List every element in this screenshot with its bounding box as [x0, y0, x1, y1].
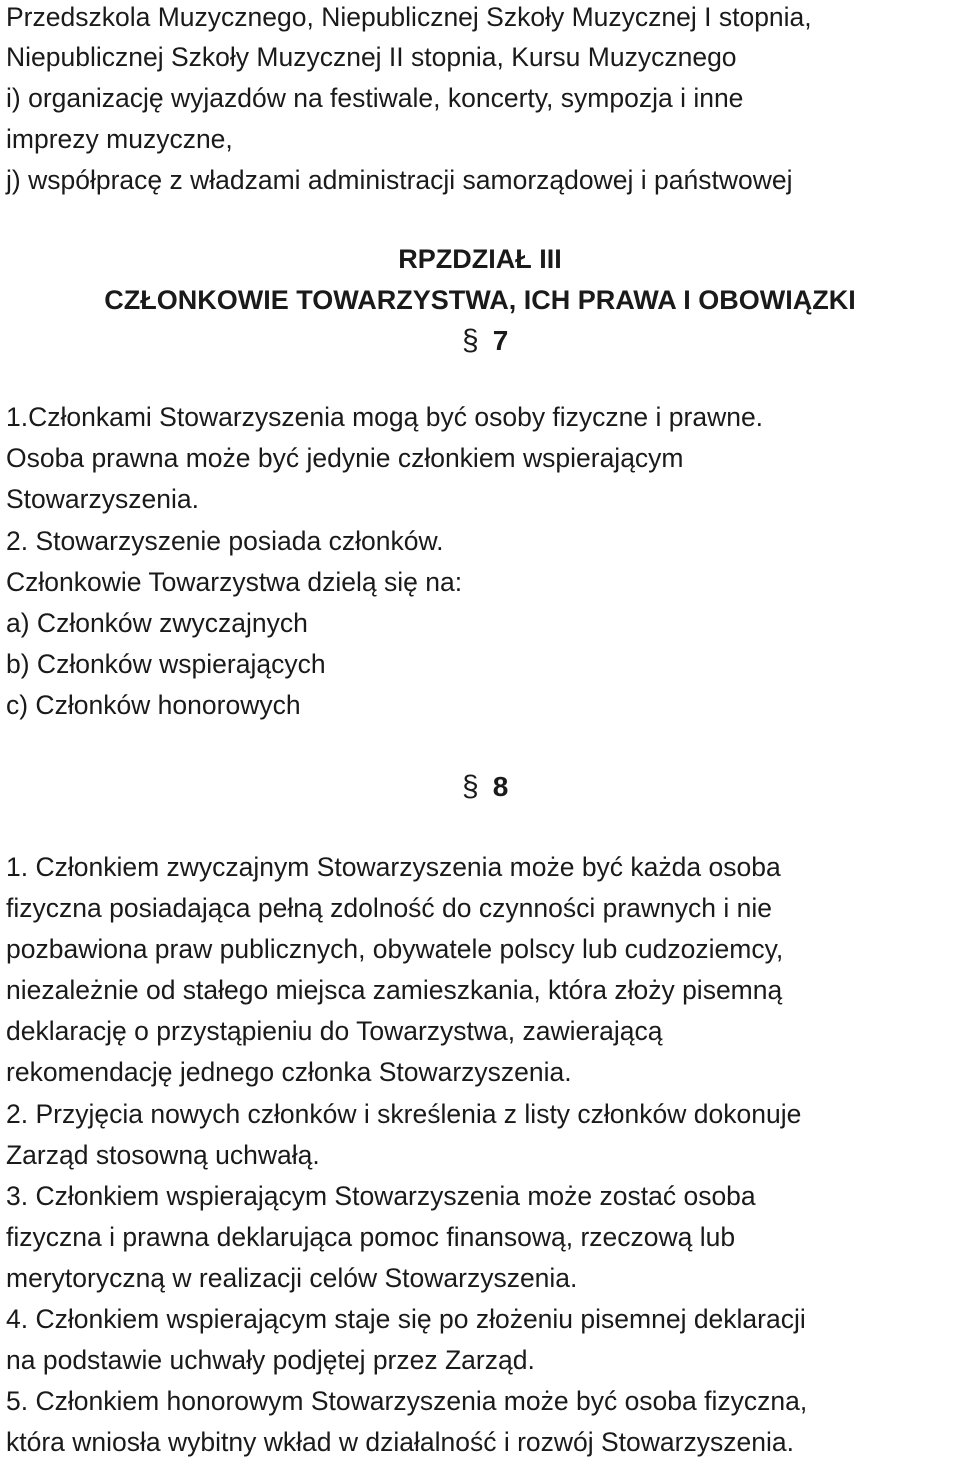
section-8-line: która wniosła wybitny wkład w działalność i rozwój Stowarzyszenia. — [6, 1427, 794, 1457]
section-8-line: deklarację o przystąpieniu do Towarzystwa, zawierającą — [6, 1016, 663, 1046]
section-7-line: 1.Członkami Stowarzyszenia mogą być osoby fizyczne i prawne. — [6, 402, 764, 432]
section-8-line: fizyczna posiadająca pełną zdolność do czynności prawnych i nie — [6, 893, 772, 923]
section-7-line: Osoba prawna może być jedynie członkiem wspierającym — [6, 443, 684, 473]
section-7-line: b) Członków wspierających — [6, 649, 326, 679]
section-8-heading — [462, 770, 508, 804]
section-7-line: Członkowie Towarzystwa dzielą się na: — [6, 567, 463, 597]
intro-line: Przedszkola Muzycznego, Niepublicznej Szkoły Muzycznej I stopnia, — [6, 2, 812, 32]
section-8-line: rekomendację jednego członka Stowarzyszenia. — [6, 1057, 572, 1087]
intro-line: imprezy muzyczne, — [6, 124, 233, 154]
section-number: 7 — [492, 325, 509, 356]
section-7-heading — [462, 324, 508, 358]
chapter-number: RPZDZIAŁ III — [398, 244, 562, 274]
section-8-line: fizyczna i prawna deklarująca pomoc finansową, rzeczową lub — [6, 1222, 736, 1252]
section-8-line: niezależnie od stałego miejsca zamieszkania, która złoży pisemną — [6, 975, 783, 1005]
section-7-line: a) Członków zwyczajnych — [6, 608, 308, 638]
section-7-line: 2. Stowarzyszenie posiada członków. — [6, 526, 444, 556]
section-8-line: pozbawiona praw publicznych, obywatele polscy lub cudzoziemcy, — [6, 934, 784, 964]
intro-line: j) współpracę z władzami administracji samorządowej i państwowej — [6, 165, 793, 195]
intro-line: i) organizację wyjazdów na festiwale, koncerty, sympozja i inne — [6, 83, 744, 113]
section-8-line: Zarząd stosowną uchwałą. — [6, 1140, 320, 1170]
section-8-line: 2. Przyjęcia nowych członków i skreślenia z listy członków dokonuje — [6, 1099, 802, 1129]
section-8-line: 5. Członkiem honorowym Stowarzyszenia może być osoba fizyczna, — [6, 1386, 808, 1416]
section-7-line: Stowarzyszenia. — [6, 484, 199, 514]
section-8-line: 1. Członkiem zwyczajnym Stowarzyszenia może być każda osoba — [6, 852, 781, 882]
section-symbol: § — [462, 324, 479, 357]
section-8-line: merytoryczną w realizacji celów Stowarzyszenia. — [6, 1263, 578, 1293]
section-7-line: c) Członków honorowych — [6, 690, 301, 720]
intro-line: Niepublicznej Szkoły Muzycznej II stopnia, Kursu Muzycznego — [6, 42, 737, 72]
section-8-line: 3. Członkiem wspierającym Stowarzyszenia może zostać osoba — [6, 1181, 756, 1211]
chapter-title: CZŁONKOWIE TOWARZYSTWA, ICH PRAWA I OBOWIĄZKI — [104, 285, 856, 315]
section-number: 8 — [492, 771, 509, 802]
section-symbol: § — [462, 770, 479, 803]
section-8-line: na podstawie uchwały podjętej przez Zarząd. — [6, 1345, 535, 1375]
section-8-line: 4. Członkiem wspierającym staje się po złożeniu pisemnej deklaracji — [6, 1304, 806, 1334]
